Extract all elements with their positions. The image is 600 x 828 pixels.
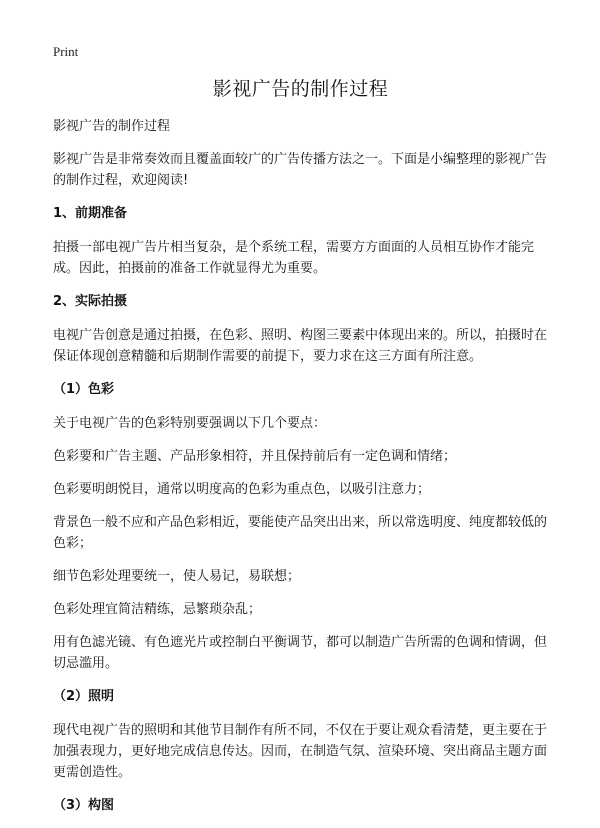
subsection-heading-composition: （3）构图 bbox=[53, 798, 115, 813]
subsection-heading-color: （1）色彩 bbox=[53, 382, 115, 397]
article-subtitle: 影视广告的制作过程 bbox=[53, 119, 171, 134]
page-title: 影视广告的制作过程 bbox=[212, 78, 389, 100]
print-label[interactable]: Print bbox=[53, 44, 79, 59]
lighting-paragraph: 现代电视广告的照明和其他节目制作有所不同，不仅在于要让观众看清楚，更主要在于加强表现力，更好地完成信息传达。因而，在制造气氛、渲染环境、突出商品主题方面更需创造性。 bbox=[53, 723, 548, 780]
section-heading-preparation: 1、前期准备 bbox=[53, 206, 128, 221]
color-point: 色彩要和广告主题、产品形象相符，并且保持前后有一定色调和情绪； bbox=[53, 449, 457, 464]
color-lead-paragraph: 关于电视广告的色彩特别要强调以下几个要点： bbox=[53, 416, 327, 431]
color-point: 背景色一般不应和产品色彩相近，要能使产品突出出来，所以常选明度、纯度都较低的色彩； bbox=[53, 515, 548, 551]
subsection-heading-lighting: （2）照明 bbox=[53, 689, 115, 704]
section-heading-shooting: 2、实际拍摄 bbox=[53, 294, 128, 309]
preparation-paragraph: 拍摄一部电视广告片相当复杂，是个系统工程，需要方方面面的人员相互协作才能完成。因此，拍摄前的准备工作就显得尤为重要。 bbox=[53, 240, 535, 276]
color-point: 色彩处理宜简洁精练，忌繁琐杂乱； bbox=[53, 602, 262, 617]
color-point: 色彩要明朗悦目，通常以明度高的色彩为重点色，以吸引注意力； bbox=[53, 482, 431, 497]
color-point: 用有色滤光镜、有色遮光片或控制白平衡调节，都可以制造广告所需的色调和情调，但切忌滥用。 bbox=[53, 635, 548, 671]
color-point: 细节色彩处理要统一，使人易记，易联想； bbox=[53, 569, 301, 584]
intro-paragraph: 影视广告是非常奏效而且覆盖面较广的广告传播方法之一。下面是小编整理的影视广告的制作过程，欢迎阅读! bbox=[53, 152, 548, 188]
shooting-paragraph: 电视广告创意是通过拍摄，在色彩、照明、构图三要素中体现出来的。所以，拍摄时在保证体现创意精髓和后期制作需要的前提下，要力求在这三方面有所注意。 bbox=[53, 328, 548, 364]
